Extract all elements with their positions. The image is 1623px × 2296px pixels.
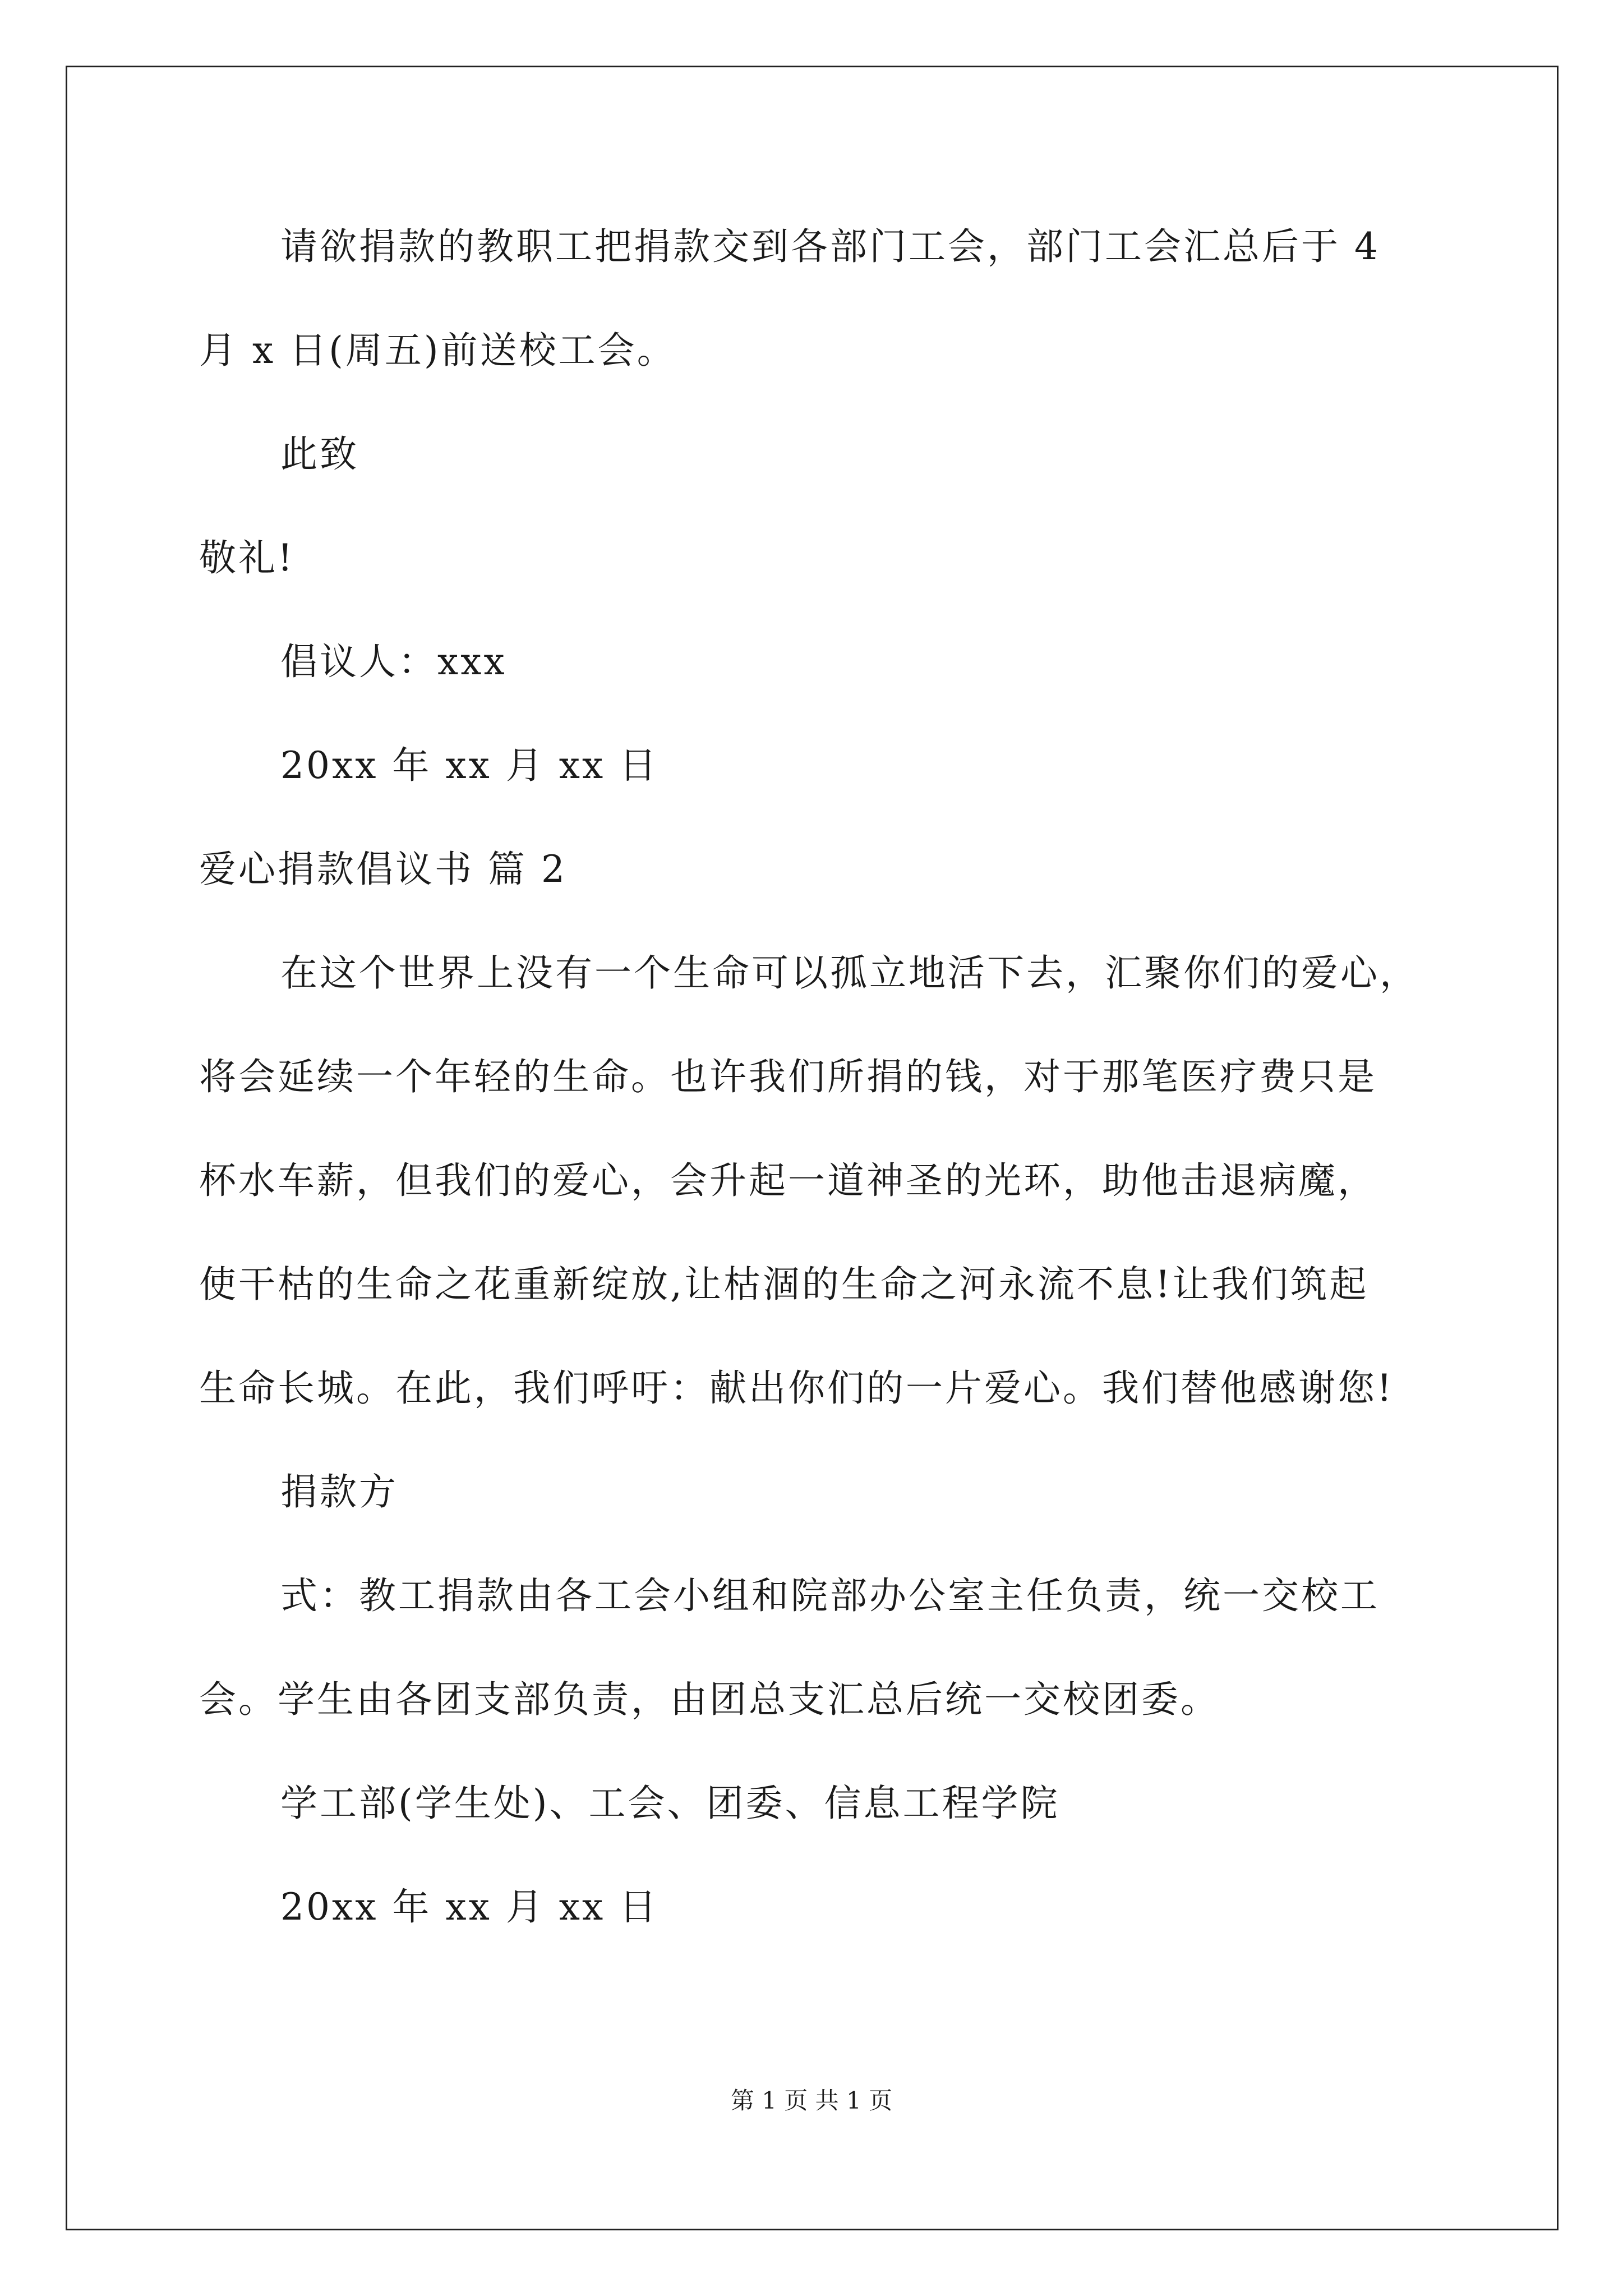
paragraph-2-line-2: 将会延续一个年轻的生命。也许我们所捐的钱，对于那笔医疗费只是 — [199, 1055, 1377, 1098]
section-title: 爱心捐款倡议书 篇 2 — [199, 848, 567, 891]
paragraph-2-line-3: 杯水车薪，但我们的爱心，会升起一道神圣的光环，助他击退病魔， — [199, 1159, 1377, 1202]
closing-regards: 敬礼! — [199, 536, 295, 579]
signer-line: 倡议人：xxx — [280, 640, 507, 683]
paragraph-1-line-2: 月 x 日(周五)前送校工会。 — [199, 329, 676, 372]
paragraph-2-line-5: 生命长城。在此，我们呼吁：献出你们的一片爱心。我们替他感谢您! — [199, 1366, 1394, 1410]
paragraph-3-line-1: 捐款方 — [280, 1470, 398, 1513]
paragraph-4-line-1: 式：教工捐款由各工会小组和院部办公室主任负责，统一交校工 — [280, 1574, 1380, 1617]
paragraph-2-line-4: 使干枯的生命之花重新绽放,让枯涸的生命之河永流不息!让我们筑起 — [199, 1263, 1369, 1306]
paragraph-1-line-1: 请欲捐款的教职工把捐款交到各部门工会，部门工会汇总后于 4 — [280, 225, 1380, 268]
closing-salutation: 此致 — [280, 432, 359, 476]
date-line-2: 20xx 年 xx 月 xx 日 — [280, 1885, 659, 1929]
date-line-1: 20xx 年 xx 月 xx 日 — [280, 744, 659, 787]
organizers-line: 学工部(学生处)、工会、团委、信息工程学院 — [280, 1782, 1060, 1825]
page-footer: 第 1 页 共 1 页 — [730, 2087, 893, 2114]
paragraph-2-line-1: 在这个世界上没有一个生命可以孤立地活下去，汇聚你们的爱心， — [280, 951, 1419, 995]
paragraph-4-line-2: 会。学生由各团支部负责，由团总支汇总后统一交校团委。 — [199, 1678, 1220, 1721]
